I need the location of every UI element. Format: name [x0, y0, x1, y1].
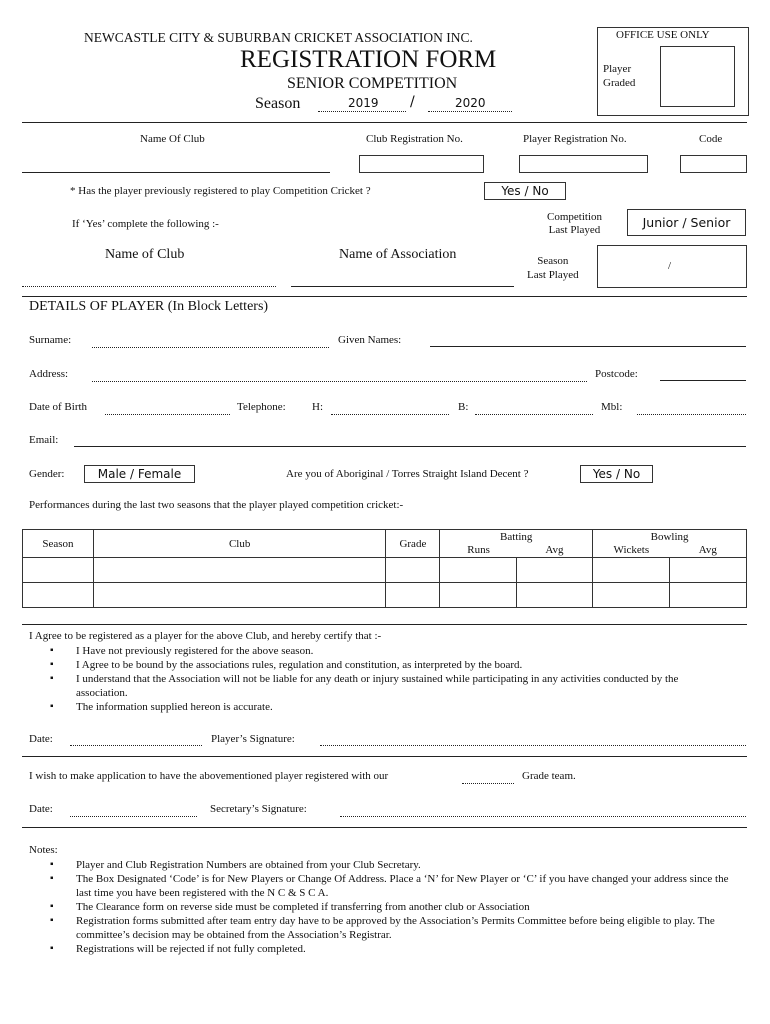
- list-item: ▪ The information supplied hereon is accurate.: [30, 700, 720, 714]
- section-divider: [22, 756, 747, 757]
- notes-list: [30, 858, 738, 956]
- batting-header: Batting: [440, 530, 593, 544]
- code-label: Code: [699, 133, 723, 145]
- list-item: ▪ Registration forms submitted after team entry day have to be approved by the Association’s Permits Committee before being eligible to play. The committee’s decision may be obtained from the Association’s Registrar.: [30, 914, 738, 942]
- batting-avg-cell[interactable]: [517, 558, 593, 583]
- wickets-header: Wickets: [593, 544, 670, 558]
- section-divider: [22, 827, 747, 828]
- player-graded-label: Player Graded: [603, 63, 636, 89]
- secretary-signature-label: Secretary’s Signature:: [210, 803, 307, 815]
- season-separator: /: [410, 94, 415, 110]
- runs-cell[interactable]: [440, 583, 517, 608]
- grade-team-label: Grade team.: [522, 770, 576, 782]
- performance-intro: Performances during the last two seasons that the player played competition cricket:-: [29, 499, 404, 511]
- given-names-label: Given Names:: [338, 334, 402, 346]
- telephone-home-field[interactable]: [331, 414, 449, 415]
- bowling-avg-header: Avg: [670, 544, 747, 558]
- telephone-business-field[interactable]: [475, 414, 593, 415]
- season-from-value[interactable]: 2019: [348, 96, 379, 110]
- agreement-intro: I Agree to be registered as a player for the above Club, and hereby certify that :-: [29, 630, 382, 642]
- player-date-label: Date:: [29, 733, 53, 745]
- runs-cell[interactable]: [440, 558, 517, 583]
- details-heading: DETAILS OF PLAYER (In Block Letters): [29, 299, 269, 314]
- club-cell[interactable]: [93, 583, 386, 608]
- bowling-avg-cell[interactable]: [670, 558, 747, 583]
- date-of-birth-field[interactable]: [105, 414, 230, 415]
- surname-label: Surname:: [29, 334, 72, 346]
- season-last-played-field[interactable]: [597, 245, 747, 288]
- list-item: ▪ I understand that the Association will not be liable for any death or injury sustained while participating in any activities conducted by the association.: [30, 672, 720, 700]
- name-of-club-label: Name Of Club: [140, 133, 205, 145]
- previous-club-label: Name of Club: [105, 247, 185, 262]
- bowling-header: Bowling: [593, 530, 747, 544]
- gender-label: Gender:: [29, 468, 65, 480]
- grade-cell[interactable]: [386, 583, 440, 608]
- aboriginal-yes-no[interactable]: Yes / No: [580, 465, 653, 483]
- season-cell[interactable]: [23, 558, 94, 583]
- season-label: Season: [255, 95, 301, 112]
- mobile-field[interactable]: [637, 414, 746, 415]
- mobile-label: Mbl:: [601, 401, 623, 413]
- date-of-birth-label: Date of Birth: [29, 401, 88, 413]
- telephone-home-label: H:: [312, 401, 323, 413]
- competition-last-played-label: Competition Last Played: [547, 211, 602, 236]
- email-field[interactable]: [74, 446, 746, 447]
- list-item: ▪ The Clearance form on reverse side must be completed if transferring from another club or Association: [30, 900, 738, 914]
- given-names-field[interactable]: [430, 346, 746, 347]
- club-cell[interactable]: [93, 558, 386, 583]
- list-item: ▪ Player and Club Registration Numbers are obtained from your Club Secretary.: [30, 858, 738, 872]
- player-graded-box[interactable]: [660, 46, 735, 107]
- telephone-business-label: B:: [458, 401, 469, 413]
- list-item: ▪ I Have not previously registered for the above season.: [30, 644, 720, 658]
- email-label: Email:: [29, 434, 59, 446]
- secretary-signature-field[interactable]: [340, 816, 746, 817]
- list-item: ▪ Registrations will be rejected if not fully completed.: [30, 942, 738, 956]
- secretary-date-label: Date:: [29, 803, 53, 815]
- season-cell[interactable]: [23, 583, 94, 608]
- aboriginal-question: Are you of Aboriginal / Torres Straight Island Decent ?: [286, 468, 529, 480]
- col-season-header: Season: [23, 530, 94, 558]
- list-item: ▪ I Agree to be bound by the associations rules, regulation and constitution, as interpreted by the board.: [30, 658, 720, 672]
- form-subtitle: SENIOR COMPETITION: [287, 75, 458, 92]
- previous-registration-question: * Has the player previously registered to play Competition Cricket ?: [70, 185, 371, 197]
- batting-avg-cell[interactable]: [517, 583, 593, 608]
- wickets-cell[interactable]: [593, 558, 670, 583]
- telephone-label: Telephone:: [237, 401, 286, 413]
- previous-registration-yes-no[interactable]: Yes / No: [484, 182, 566, 200]
- section-divider: [22, 296, 747, 297]
- season-last-played-separator: /: [668, 260, 672, 272]
- if-yes-instruction: If ‘Yes’ complete the following :-: [72, 218, 219, 230]
- notes-label: Notes:: [29, 844, 58, 856]
- season-from-field[interactable]: [318, 111, 406, 112]
- form-title: REGISTRATION FORM: [240, 46, 497, 73]
- office-use-label: OFFICE USE ONLY: [616, 29, 710, 41]
- previous-club-field[interactable]: [22, 286, 276, 287]
- postcode-field[interactable]: [660, 380, 746, 381]
- address-field[interactable]: [92, 381, 587, 382]
- player-signature-label: Player’s Signature:: [211, 733, 295, 745]
- secretary-date-field[interactable]: [70, 816, 197, 817]
- previous-association-label: Name of Association: [339, 247, 457, 262]
- player-registration-label: Player Registration No.: [523, 133, 627, 145]
- agreement-list: [30, 644, 720, 714]
- section-divider: [22, 624, 747, 625]
- grade-team-field[interactable]: [462, 783, 514, 784]
- season-to-value[interactable]: 2020: [455, 96, 486, 110]
- association-name: NEWCASTLE CITY & SUBURBAN CRICKET ASSOCIATION INC.: [84, 30, 473, 45]
- col-club-header: Club: [93, 530, 386, 558]
- wickets-cell[interactable]: [593, 583, 670, 608]
- code-field[interactable]: [680, 155, 747, 173]
- player-date-field[interactable]: [70, 745, 202, 746]
- list-item: ▪ The Box Designated ‘Code’ is for New Players or Change Of Address. Place a ‘N’ for New Player or ‘C’ if you have changed your address since the last time you have been registered with the N C & S C A.: [30, 872, 738, 900]
- surname-field[interactable]: [92, 347, 329, 348]
- season-to-field[interactable]: [428, 111, 512, 112]
- header-divider: [22, 122, 747, 123]
- address-label: Address:: [29, 368, 69, 380]
- player-registration-field[interactable]: [519, 155, 648, 173]
- player-signature-field[interactable]: [320, 745, 746, 746]
- grade-cell[interactable]: [386, 558, 440, 583]
- previous-association-field[interactable]: [291, 286, 514, 287]
- season-last-played-label: Season Last Played: [527, 255, 579, 281]
- competition-junior-senior[interactable]: Junior / Senior: [627, 209, 746, 236]
- club-registration-field[interactable]: [359, 155, 484, 173]
- bowling-avg-cell[interactable]: [670, 583, 747, 608]
- club-registration-label: Club Registration No.: [366, 133, 463, 145]
- col-grade-header: Grade: [386, 530, 440, 558]
- performance-table: [22, 529, 747, 608]
- gender-male-female[interactable]: Male / Female: [84, 465, 195, 483]
- postcode-label: Postcode:: [595, 368, 638, 380]
- runs-header: Runs: [440, 544, 517, 558]
- batting-avg-header: Avg: [517, 544, 593, 558]
- club-name-field[interactable]: [22, 172, 330, 173]
- application-text: I wish to make application to have the abovementioned player registered with our: [29, 770, 389, 782]
- table-row: [23, 558, 747, 583]
- table-row: [23, 583, 747, 608]
